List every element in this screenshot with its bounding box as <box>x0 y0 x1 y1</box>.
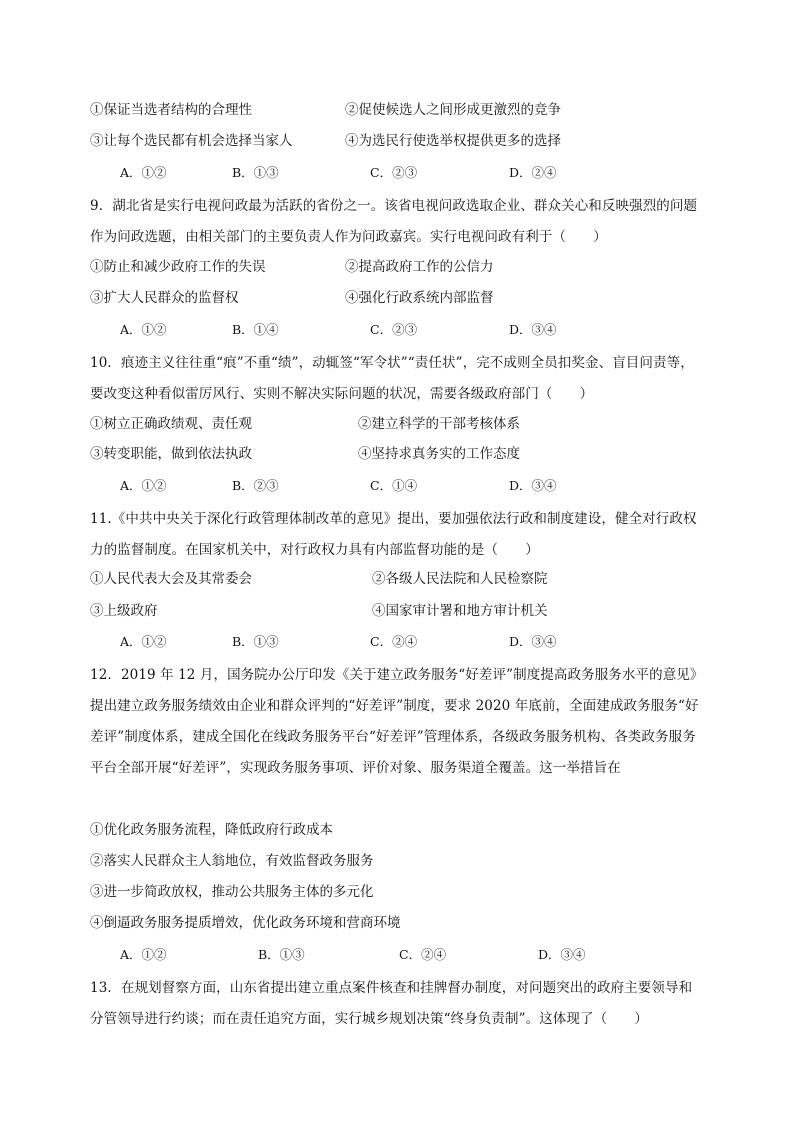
q12-option-d: D．③④ <box>538 947 586 962</box>
q12-option-b: B．①③ <box>258 947 305 962</box>
q11-item-2: ②各级人民法院和人民检察院 <box>372 571 548 587</box>
q9-stem: 9．湖北省是实行电视问政最为活跃的省份之一。该省电视问政选取企业、群众关心和反映强烈的问题作为问政选题，由相关部门的主要负责人作为问政嘉宾。实行电视问政有利于（ ） <box>90 198 698 245</box>
q12-option-c: C．②④ <box>399 947 447 962</box>
q9-item-2: ②提高政府工作的公信力 <box>345 259 494 275</box>
q8-item-2: ②促使候选人之间形成更激烈的竞争 <box>345 102 561 118</box>
q9-item-4: ④强化行政系统内部监督 <box>345 290 494 306</box>
q10-item-1: ①树立正确政绩观、责任观 <box>90 416 252 432</box>
q12-option-a: A．①② <box>120 947 167 962</box>
q13-stem: 13．在规划督察方面，山东省提出建立重点案件核查和挂牌督办制度，对问题突出的政府主要领导和分管领导进行约谈；而在责任追究方面，实行城乡规划决策“终身负责制”。这体现了（ ） <box>90 980 693 1027</box>
q9-item-3: ③扩大人民群众的监督权 <box>90 290 239 306</box>
q9-option-b: B．①④ <box>232 322 279 337</box>
q10-option-b: B．②③ <box>232 478 279 493</box>
q9-item-1: ①防止和减少政府工作的失误 <box>90 259 266 275</box>
q10-item-2: ②建立科学的干部考核体系 <box>358 416 520 432</box>
q9-option-c: C．②③ <box>370 322 418 337</box>
q12-item-1: ①优化政务服务流程，降低政府行政成本 <box>90 822 333 838</box>
q9-option-d: D．③④ <box>509 322 557 337</box>
q8-option-c: C．②③ <box>370 165 418 180</box>
q8-item-4: ④为选民行使选举权提供更多的选择 <box>345 133 561 149</box>
q9-option-a: A．①② <box>120 322 167 337</box>
q8-option-b: B．①③ <box>232 165 279 180</box>
q12-item-2: ②落实人民群众主人翁地位，有效监督政务服务 <box>90 853 374 869</box>
q11-option-d: D．③④ <box>509 634 557 649</box>
q12-stem: 12．2019 年 12 月，国务院办公厅印发《关于建立政务服务“好差评”制度提高政务服务水平的意见》提出建立政务服务绩效由企业和群众评判的“好差评”制度，要求 2020 年底前，全面建成政务服务“好差评”制度体系，建成全国化在线政务服务平台“好差评”管理体系，各级政务服务机构、各类政务服务平台全部开展“好差评”，实现政务服务事项、评价对象、服务渠道全覆盖。这一举措旨在 <box>90 667 704 776</box>
q11-option-b: B．①③ <box>232 634 279 649</box>
q11-item-1: ①人民代表大会及其常委会 <box>90 571 252 587</box>
q11-option-a: A．①② <box>120 634 167 649</box>
q10-item-4: ④坚持求真务实的工作态度 <box>358 446 520 462</box>
q10-option-a: A．①② <box>120 478 167 493</box>
q11-item-4: ④国家审计署和地方审计机关 <box>372 603 548 619</box>
q12-item-3: ③进一步简政放权，推动公共服务主体的多元化 <box>90 884 374 900</box>
q12-item-4: ④倒逼政务服务提质增效，优化政务环境和营商环境 <box>90 915 401 931</box>
q8-option-d: D．②④ <box>509 165 557 180</box>
q10-stem: 10．痕迹主义往往重“痕”不重“绩”，动辄签“军令状”“责任状”，完不成则全员扣奖金、盲目问责等，要改变这种看似雷厉风行、实则不解决实际问题的状况，需要各级政府部门（ ） <box>90 355 694 402</box>
q8-item-1: ①保证当选者结构的合理性 <box>90 102 252 118</box>
q10-option-d: D．③④ <box>509 478 557 493</box>
q8-item-3: ③让每个选民都有机会选择当家人 <box>90 133 293 149</box>
q11-option-c: C．②④ <box>370 634 418 649</box>
q11-stem: 11.《中共中央关于深化行政管理体制改革的意见》提出，要加强依法行政和制度建设，健全对行政权力的监督制度。在国家机关中，对行政权力具有内部监督功能的是（ ） <box>90 511 697 558</box>
q10-item-3: ③转变职能，做到依法执政 <box>90 446 252 462</box>
q8-option-a: A．①② <box>120 165 167 180</box>
q11-item-3: ③上级政府 <box>90 603 158 619</box>
q10-option-c: C．①④ <box>370 478 418 493</box>
